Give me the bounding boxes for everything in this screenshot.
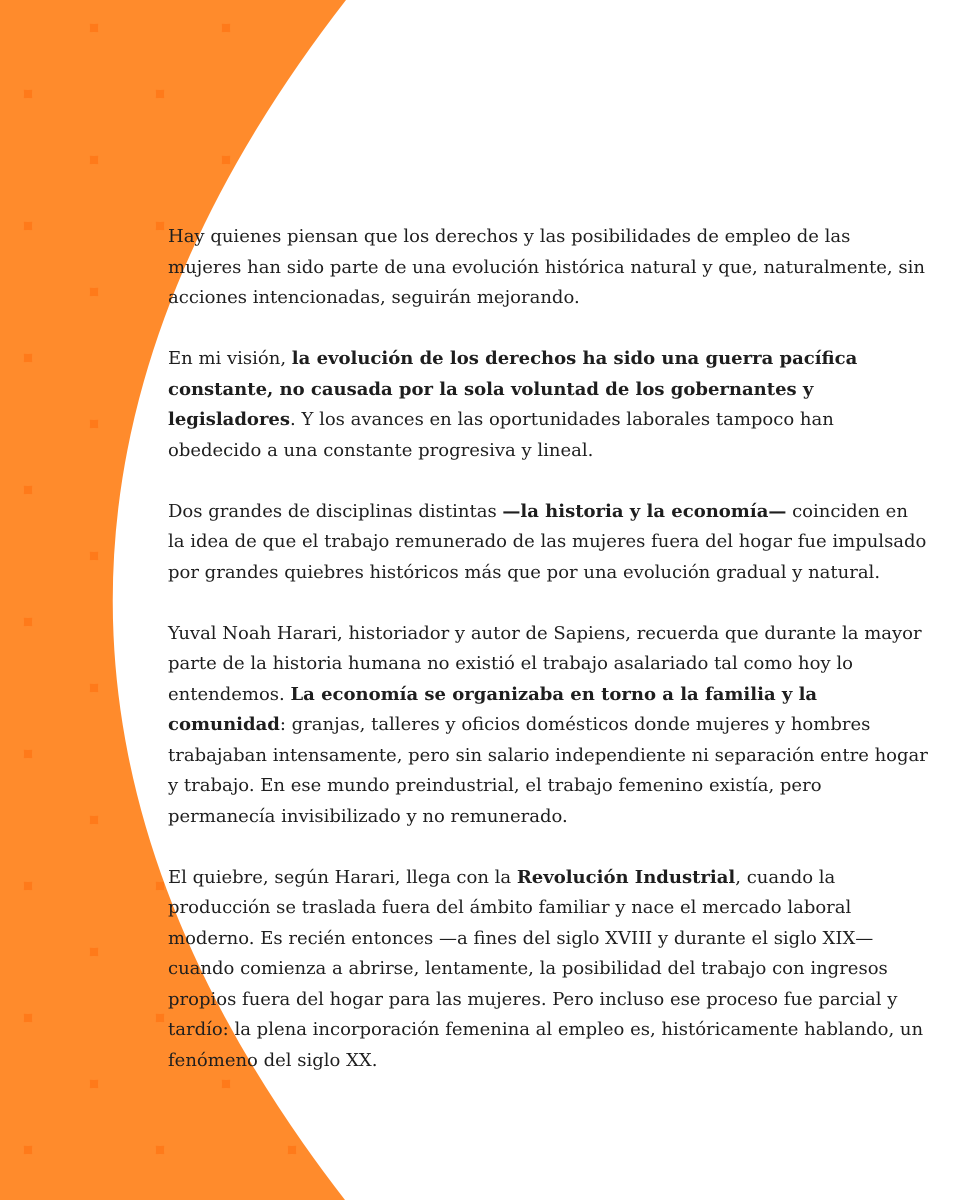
text-span: Yuval Noah Harari, historiador y autor de Sapiens, recuerda que durante la mayor parte de la historia humana no existió el trabajo asalariado tal como hoy lo entendemos. [168, 622, 922, 705]
text-span: Dos grandes de disciplinas distintas [168, 500, 503, 522]
paragraph-5 [168, 863, 928, 1077]
paragraph-4 [168, 619, 928, 833]
text-span: Hay quienes piensan que los derechos y las posibilidades de empleo de las mujeres han sido parte de una evolución histórica natural y que, naturalmente, sin acciones intencionadas, seguirán mejorando. [168, 226, 925, 308]
paragraph-1 [168, 222, 928, 314]
bold-text: La economía se organizaba en torno a la familia y la comunidad [168, 683, 818, 735]
paragraph-2 [168, 344, 928, 466]
text-span: , cuando la producción se traslada fuera del ámbito familiar y nace el mercado laboral moderno. Es recién entonces —a fines del siglo XVIII y durante el siglo XIX— cuando comienza a abrirse, lentamente, la posibilidad del trabajo con ingresos propios fuera del hogar para las mujeres. Pero incluso ese proceso fue parcial y tardío: la plena incorporación femenina al empleo es, históricamente hablando, un fenómeno del siglo XX. [168, 866, 924, 1071]
paragraph-3 [168, 497, 928, 589]
text-span: . Y los avances en las oportunidades laborales tampoco han obedecido a una constante progresiva y lineal. [168, 409, 834, 461]
text-span: coinciden en la idea de que el trabajo remunerado de las mujeres fuera del hogar fue impulsado por grandes quiebres históricos más que por una evolución gradual y natural. [168, 500, 927, 583]
bold-text: Revolución Industrial [516, 866, 736, 888]
bold-text: la evolución de los derechos ha sido una guerra pacífica constante, no causada por la sola voluntad de los gobernantes y legisladores [168, 348, 858, 430]
text-span: : granjas, talleres y oficios domésticos donde mujeres y hombres trabajaban intensamente, pero sin salario independiente ni separación entre hogar y trabajo. En ese mundo preindustrial, el trabajo femenino existía, pero permanecía invisibilizado y no remunerado. [168, 714, 928, 827]
text-span: El quiebre, según Harari, llega con la [168, 866, 517, 888]
text-span: En mi visión, [168, 348, 292, 369]
bold-text: —la historia y la economía— [502, 500, 787, 522]
article-body [168, 222, 928, 1107]
